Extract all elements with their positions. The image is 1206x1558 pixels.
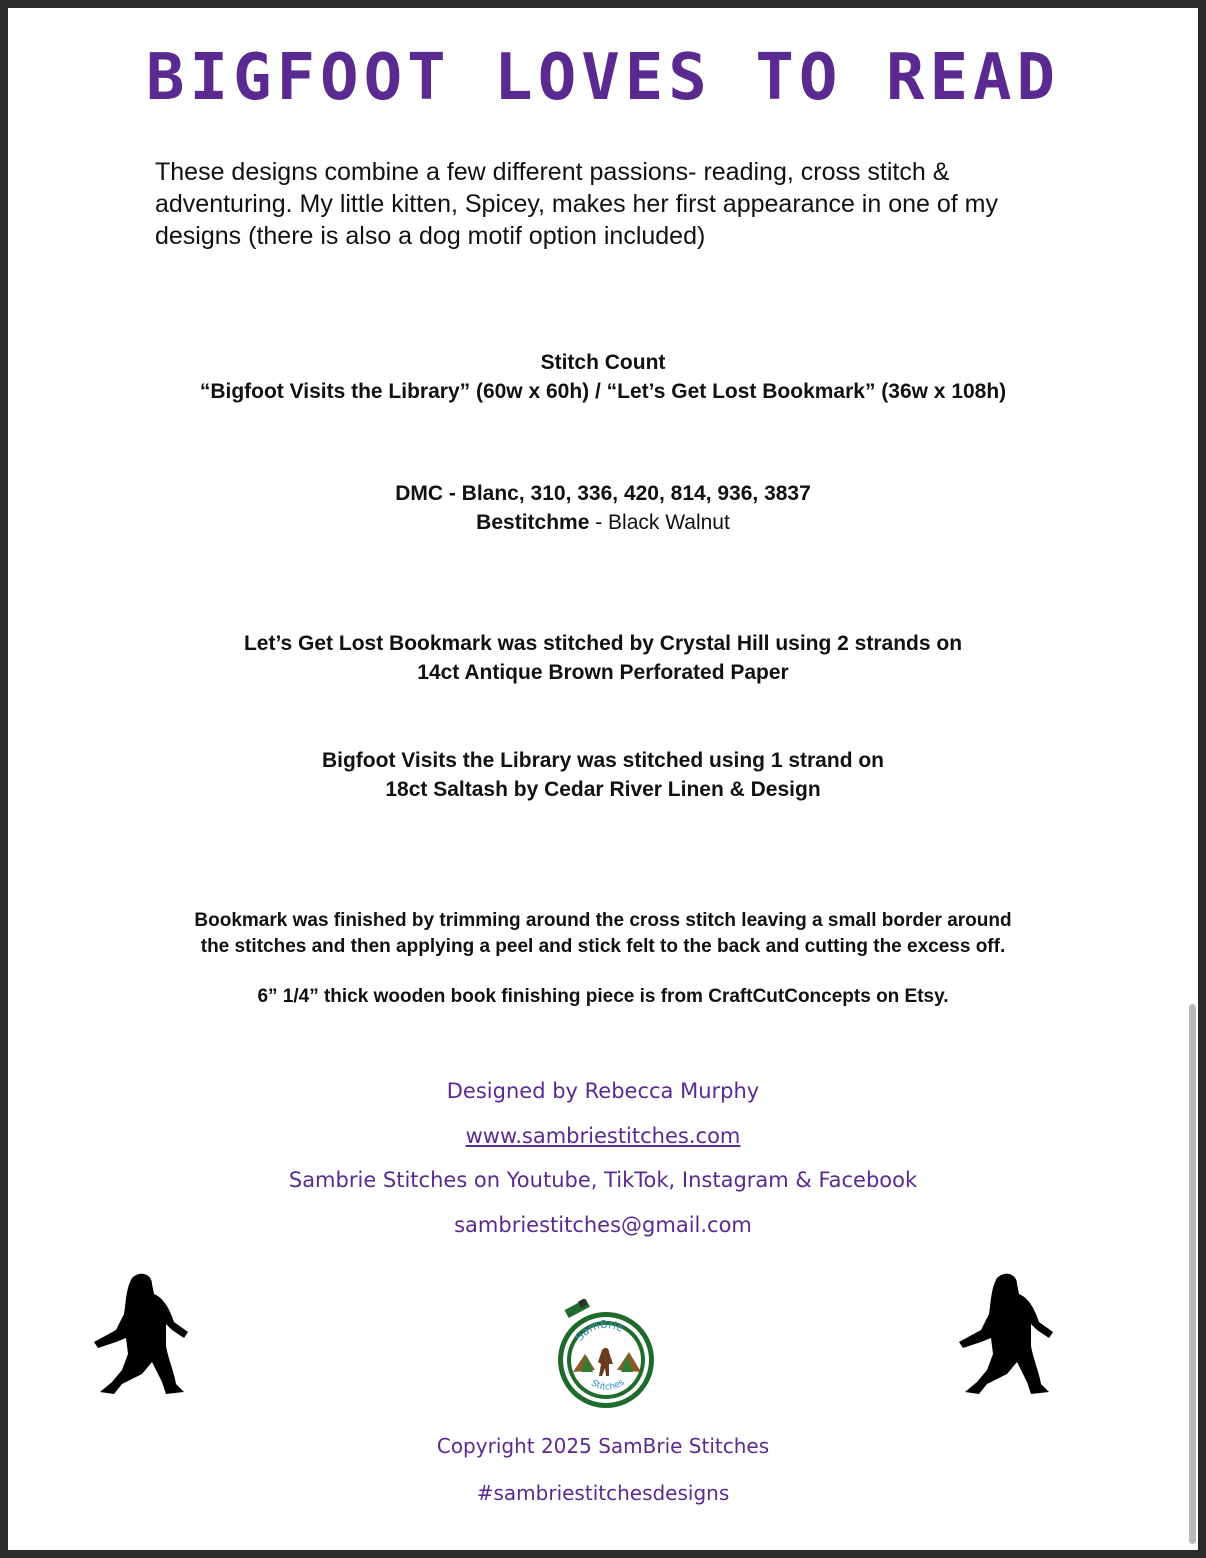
intro-paragraph: These designs combine a few different passions- reading, cross stitch & adventuring. My little kitten, Spicey, makes her first appearance in one of my designs (there is also a dog motif option included) — [155, 158, 998, 250]
logo-bottom-text: Stitches — [589, 1377, 627, 1393]
copyright-text: Copyright 2025 SamBrie Stitches — [436, 1434, 770, 1458]
dmc-value: - Blanc, 310, 336, 420, 814, 936, 3837 — [443, 482, 811, 505]
library-note — [8, 746, 1198, 804]
sambrie-logo-icon — [551, 1292, 661, 1412]
bigfoot-left-icon — [92, 1270, 192, 1400]
document-page — [8, 8, 1198, 1550]
website-link[interactable]: www.sambriestitches.com — [465, 1124, 741, 1148]
bestitchme-line — [8, 508, 1198, 537]
designer-credit: Designed by Rebecca Murphy — [446, 1079, 760, 1103]
stitch-count-text: “Bigfoot Visits the Library” (60w x 60h) / “Let’s Get Lost Bookmark” (36w x 108h) — [199, 380, 1007, 403]
bigfoot-right-icon — [957, 1270, 1057, 1400]
finishing-line3: 6” 1/4” thick wooden book finishing piece is from CraftCutConcepts on Etsy. — [257, 986, 949, 1007]
stitch-count-heading: Stitch Count — [540, 351, 666, 374]
bestitchme-label: Bestitchme — [476, 511, 590, 534]
stitch-count-section — [8, 348, 1198, 406]
library-note-line1: Bigfoot Visits the Library was stitched using 1 strand on — [321, 749, 885, 772]
bestitchme-value: - Black Walnut — [589, 511, 730, 534]
vertical-scrollbar[interactable] — [1189, 1004, 1196, 1544]
logo-top-text: SamBrie — [572, 1317, 626, 1344]
email-line: sambriestitches@gmail.com — [454, 1213, 752, 1237]
dmc-label: DMC — [395, 482, 444, 505]
library-note-line2: 18ct Saltash by Cedar River Linen & Design — [385, 778, 821, 801]
dmc-line — [8, 479, 1198, 508]
page-title: BIGFOOT LOVES TO READ — [145, 41, 1061, 115]
threads-section — [8, 479, 1198, 537]
bookmark-note — [8, 629, 1198, 687]
social-line: Sambrie Stitches on Youtube, TikTok, Instagram & Facebook — [288, 1168, 918, 1192]
finishing-line2: the stitches and then applying a peel and stick felt to the back and cutting the excess off. — [200, 936, 1006, 957]
bookmark-note-line2: 14ct Antique Brown Perforated Paper — [417, 661, 789, 684]
website-line — [8, 1124, 1198, 1148]
finishing-line1: Bookmark was finished by trimming around the cross stitch leaving a small border around — [194, 910, 1012, 931]
bookmark-note-line1: Let’s Get Lost Bookmark was stitched by Crystal Hill using 2 strands on — [243, 632, 963, 655]
hashtag-text: #sambriestitchesdesigns — [476, 1481, 730, 1505]
finishing-note — [8, 908, 1198, 1010]
